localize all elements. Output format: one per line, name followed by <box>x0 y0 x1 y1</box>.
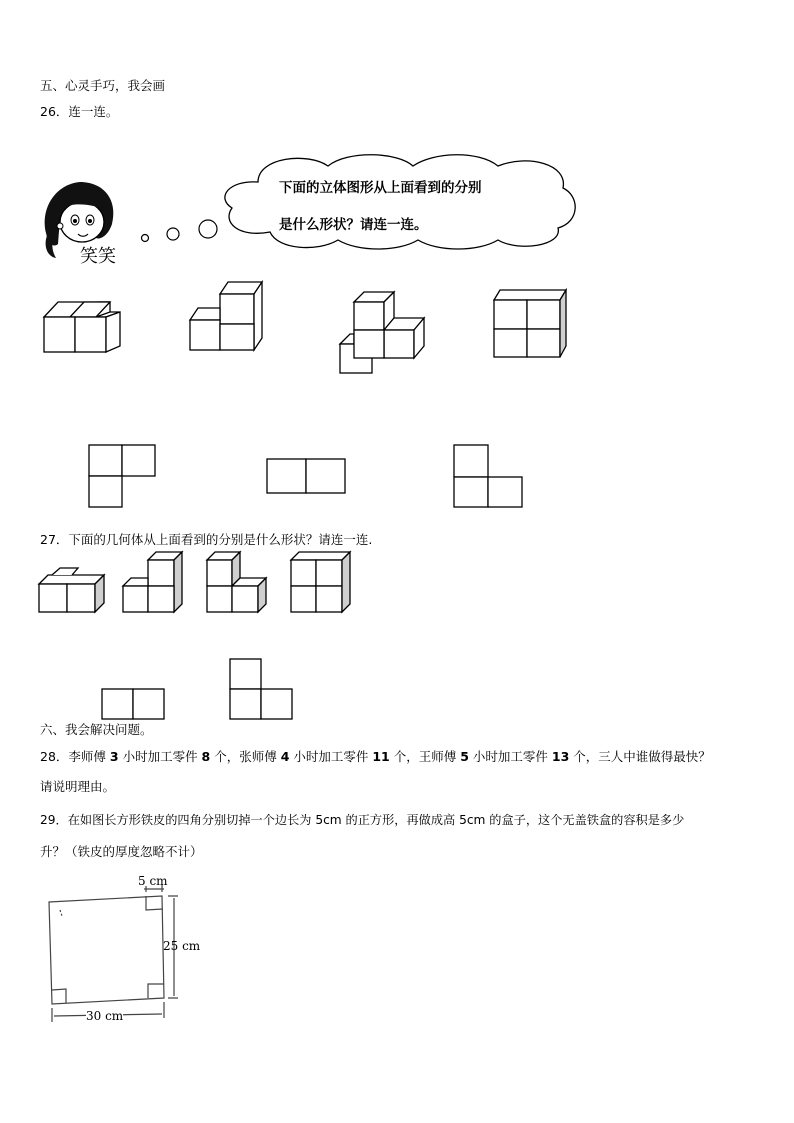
q26-view-l-shape <box>88 444 158 510</box>
question-28-line2: 请说明理由。 <box>40 779 116 794</box>
section-five-heading: 五、心灵手巧，我会画 <box>40 78 166 93</box>
q26-solid-a <box>40 296 130 358</box>
q26-solid-d <box>490 288 570 360</box>
question-27-title: 27．下面的几何体从上面看到的分别是什么形状？请连一连. <box>40 532 373 547</box>
question-29-line2: 升？（铁皮的厚度忽略不计） <box>40 844 203 859</box>
q26-solid-c <box>336 288 430 376</box>
question-26-title: 26．连一连。 <box>40 104 119 119</box>
girl-name-label: 笑笑 <box>80 246 116 267</box>
q26-view-two-squares <box>266 458 348 496</box>
q27-view-inverted-t <box>229 658 295 722</box>
q29-dim-top-label: 5 cm <box>138 874 168 888</box>
q26-view-l-shape-inverted <box>453 444 525 510</box>
speech-cloud <box>218 152 583 252</box>
q27-solid-d <box>290 552 356 618</box>
section-six-heading: 六、我会解决问题。 <box>40 722 153 737</box>
cloud-text-line1: 下面的立体图形从上面看到的分别 <box>279 180 482 196</box>
q29-dim-bottom-label: 30 cm <box>86 1009 124 1023</box>
q27-solid-c <box>206 552 272 618</box>
question-28-line1: 28．李师傅 3 小时加工零件 8 个，张师傅 4 小时加工零件 11 个，王师傅 5 小时加工零件 13 个，三人中谁做得最快？ <box>40 749 711 764</box>
q27-solid-a <box>38 572 104 618</box>
q27-view-two-squares <box>101 688 167 722</box>
thought-bubbles <box>135 215 225 255</box>
cloud-text-line2: 是什么形状？请连一连。 <box>279 217 428 233</box>
q26-solid-b <box>186 278 272 356</box>
q27-solid-b <box>122 552 188 618</box>
question-29-line1: 29．在如图长方形铁皮的四角分别切掉一个边长为 5cm 的正方形，再做成高 5cm 的盒子，这个无盖铁盒的容积是多少 <box>40 813 685 827</box>
q29-dim-right-label: 25 cm <box>163 939 201 953</box>
